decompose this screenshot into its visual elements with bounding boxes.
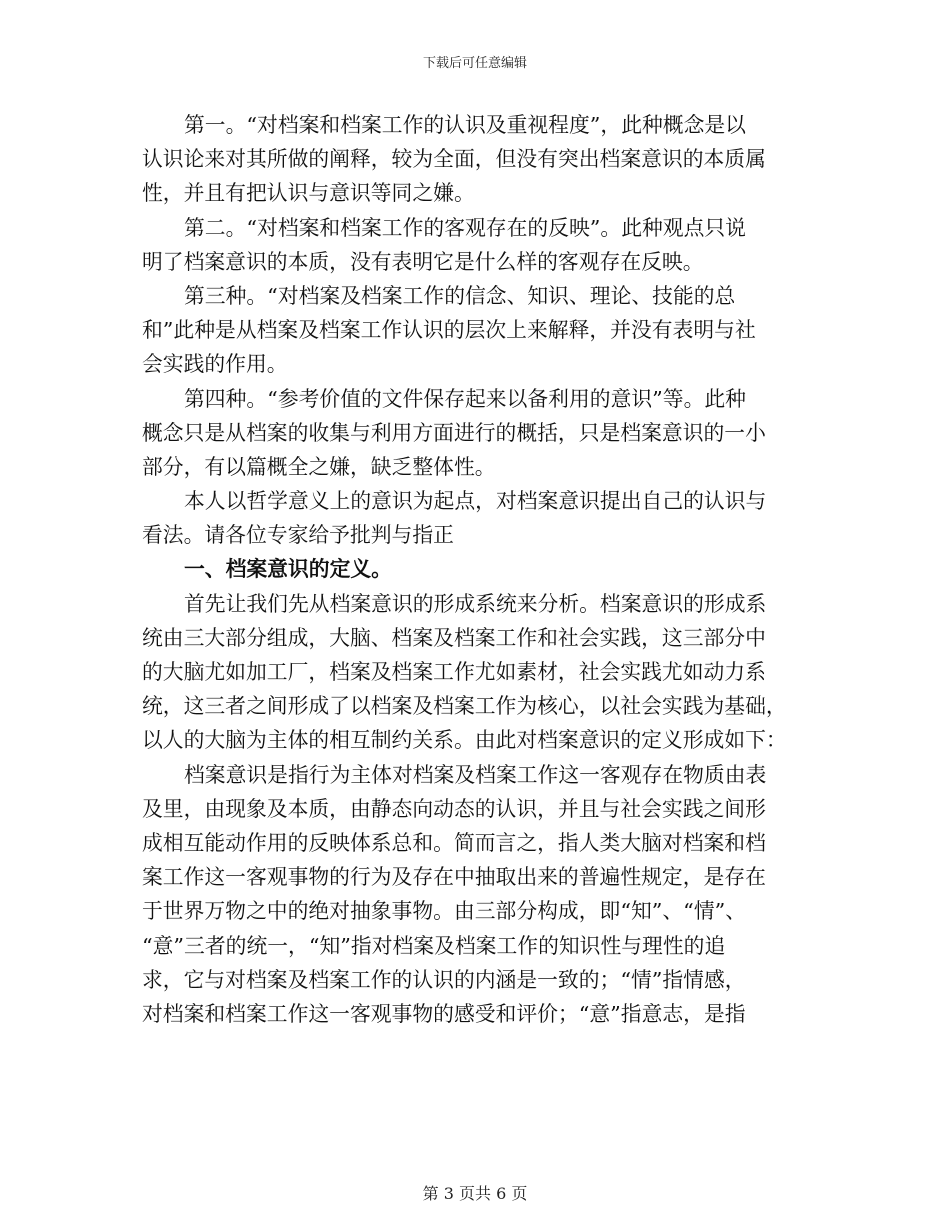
document-body	[142, 108, 810, 1031]
text-line: 第四种。“参考价值的文件保存起来以备利用的意识”等。此种	[184, 386, 746, 411]
text-line: 第二。“对档案和档案工作的客观存在的反映”。此种观点只说	[184, 215, 746, 240]
text-line: 成相互能动作用的反映体系总和。简而言之，指人类大脑对档案和档	[142, 830, 766, 855]
text-line: 档案意识是指行为主体对档案及档案工作这一客观存在物质由表	[184, 762, 767, 787]
text-line: 求，它与对档案及档案工作的认识的内涵是一致的；“情”指情感，	[142, 967, 746, 992]
text-line: 于世界万物之中的绝对抽象事物。由三部分构成，即“知”、“情”、	[142, 899, 747, 924]
text-line: 第一。“对档案和档案工作的认识及重视程度”，此种概念是以	[184, 113, 746, 137]
text-line: 会实践的作用。	[142, 352, 288, 377]
text-line: “意”三者的统一，“知”指对档案及档案工作的知识性与理性的追	[142, 933, 726, 958]
text-line: 对档案和档案工作这一客观事物的感受和评价；“意”指意志，是指	[142, 1001, 746, 1026]
text-line: 首先让我们先从档案意识的形成系统来分析。档案意识的形成系	[184, 591, 767, 616]
text-line: 本人以哲学意义上的意识为起点，对档案意识提出自己的认识与	[184, 489, 767, 514]
text-line: 明了档案意识的本质，没有表明它是什么样的客观存在反映。	[142, 249, 704, 274]
text-line: 的大脑尤如加工厂，档案及档案工作尤如素材，社会实践尤如动力系	[142, 660, 766, 684]
section-heading: 一、档案意识的定义。	[184, 556, 392, 582]
text-line: 部分，有以篇概全之嫌，缺乏整体性。	[142, 454, 496, 479]
page-header: 下载后可任意编辑	[422, 56, 527, 71]
text-line: 看法。请各位专家给予批判与指正	[142, 523, 454, 548]
text-line: 概念只是从档案的收集与利用方面进行的概括，只是档案意识的一小	[142, 420, 766, 445]
text-line: 以人的大脑为主体的相互制约关系。由此对档案意识的定义形成如下：	[142, 728, 787, 753]
text-line: 性，并且有把认识与意识等同之嫌。	[142, 181, 475, 206]
text-line: 和”此种是从档案及档案工作认识的层次上来解释，并没有表明与社	[142, 318, 756, 343]
text-line: 统由三大部分组成，大脑、档案及档案工作和社会实践，这三部分中	[142, 625, 766, 650]
text-line: 及里，由现象及本质，由静态向动态的认识，并且与社会实践之间形	[142, 796, 766, 821]
text-line: 认识论来对其所做的阐释，较为全面，但没有突出档案意识的本质属	[142, 147, 766, 172]
text-line: 案工作这一客观事物的行为及存在中抽取出来的普遍性规定，是存在	[142, 865, 766, 890]
page-footer: 第 3 页共 6 页	[422, 1184, 528, 1203]
text-line: 第三种。“对档案及档案工作的信念、知识、理论、技能的总	[184, 283, 736, 308]
text-line: 统，这三者之间形成了以档案及档案工作为核心，以社会实践为基础，	[142, 694, 787, 719]
